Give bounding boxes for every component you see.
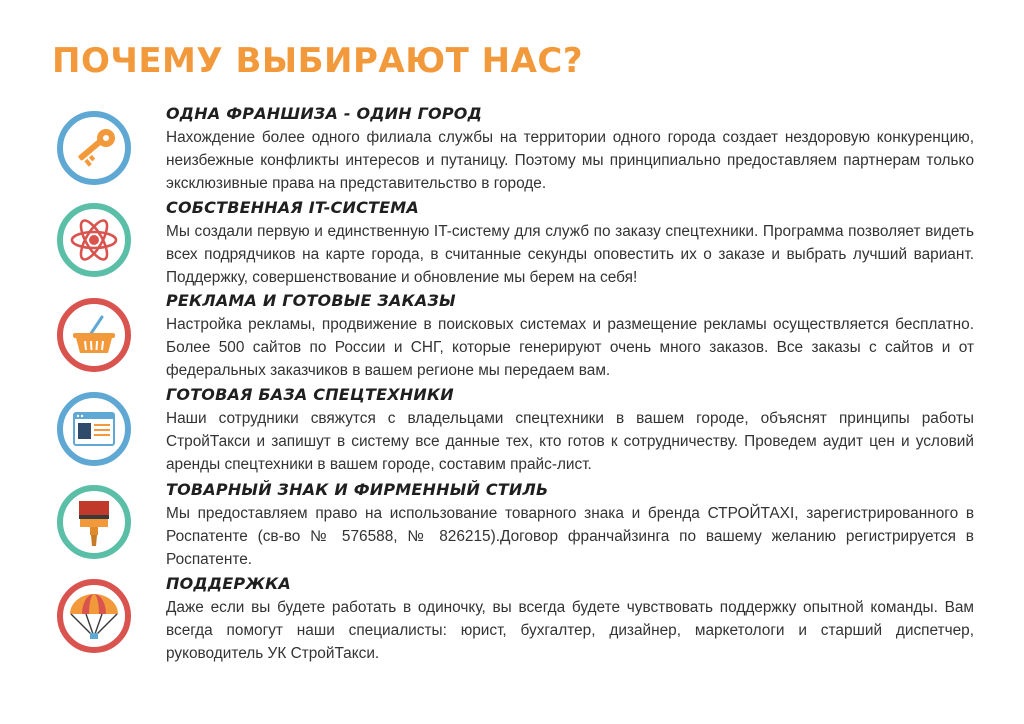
- browser-window-icon: [56, 391, 132, 467]
- feature-text: Мы создали первую и единственную IT-систему для служб по заказу спецтехники. Программа позволяет видеть всех подрядчиков на карте города, в считанные секунды оповестить их о заказе и выбрать лучший вариант. Поддержку, совершенствование и обновление мы берем на себя!: [166, 223, 974, 286]
- parachute-icon: [56, 578, 132, 654]
- paint-roller-icon: [56, 484, 132, 560]
- feature-heading: ПОДДЕРЖКА: [166, 574, 291, 593]
- feature-text: Наши сотрудники свяжутся с владельцами спецтехники в вашем городе, объяснят принципы работы СтройТакси и запишут в систему все данные тех, кто готов к сотрудничеству. Проведем аудит цен и условий аренды спецтехники в вашем городе, составим прайс-лист.: [166, 410, 974, 473]
- feature-text: Мы предоставляем право на использование товарного знака и бренда СТРОЙТАXI, зарегистрированного в Роспатенте (св-во № 576588, № 826215).Договор франчайзинга по вашему желанию регистрируется в Роспатенте.: [166, 505, 974, 568]
- feature-heading: ТОВАРНЫЙ ЗНАК И ФИРМЕННЫЙ СТИЛЬ: [166, 480, 549, 499]
- key-icon: [56, 110, 132, 186]
- feature-heading: ОДНА ФРАНШИЗА - ОДИН ГОРОД: [166, 104, 483, 123]
- basket-icon: [56, 297, 132, 373]
- feature-heading: РЕКЛАМА И ГОТОВЫЕ ЗАКАЗЫ: [166, 291, 456, 310]
- feature-heading: СОБСТВЕННАЯ IT-СИСТЕМА: [166, 198, 419, 217]
- feature-text: Даже если вы будете работать в одиночку, вы всегда будете чувствовать поддержку опытной команды. Вам всегда помогут наши специалисты: юрист, бухгалтер, дизайнер, маркетологи и старший диспетчер, руководитель УК СтройТакси.: [166, 599, 974, 662]
- atom-icon: [56, 202, 132, 278]
- page-title: ПОЧЕМУ ВЫБИРАЮТ НАС?: [52, 41, 584, 81]
- feature-heading: ГОТОВАЯ БАЗА СПЕЦТЕХНИКИ: [166, 385, 454, 404]
- feature-text: Настройка рекламы, продвижение в поисковых системах и размещение рекламы осуществляется бесплатно. Более 500 сайтов по России и СНГ, которые генерируют очень много заказов. Все заказы с сайтов и от федеральных заказчиков в вашем регионе мы передаем вам.: [166, 316, 974, 379]
- feature-text: Нахождение более одного филиала службы на территории одного города создает нездоровую конкуренцию, неизбежные конфликты интересов и путаницу. Поэтому мы принципиально предоставляем партнерам только эксклюзивные права на представительство в городе.: [166, 129, 974, 192]
